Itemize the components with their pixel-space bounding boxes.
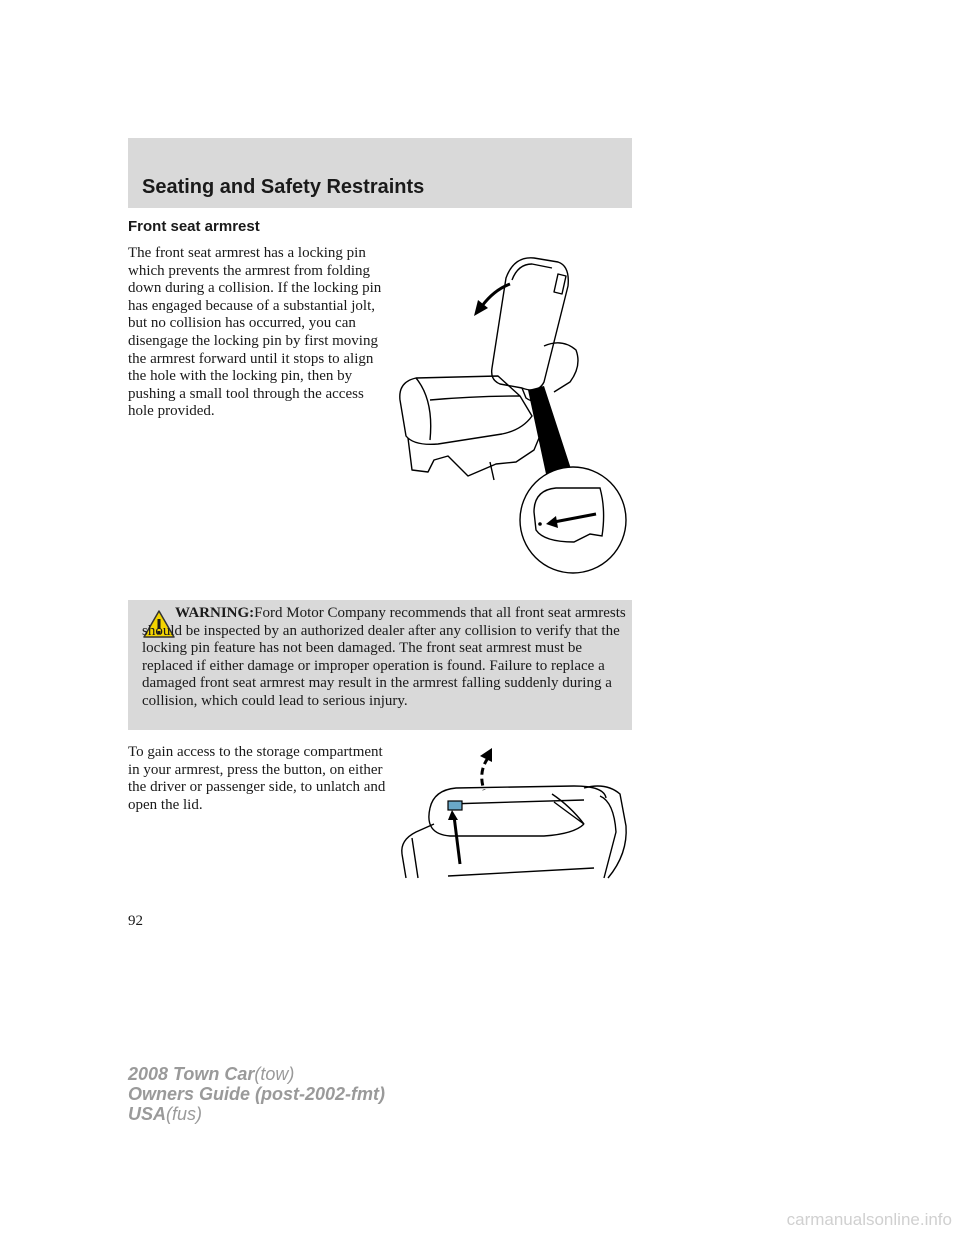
- storage-paragraph: To gain access to the storage compartment in your armrest, press the button, on either the driver or passenger side, to unlatch and open the lid.: [128, 744, 386, 813]
- warning-body: Ford Motor Company recommends that all front seat armrests should be inspected by an authorized dealer after any collision to verify that the locking pin feature has not been damaged. The front seat armrest must be replaced if either damage or improper operation is found. Failure to replace a damaged front seat armrest may result in the armrest falling suddenly during a collision, which could lead to serious injury.: [142, 605, 626, 709]
- footer-guide: Owners Guide (post-2002-fmt): [128, 1084, 386, 1104]
- footer-model: 2008 Town Car: [128, 1064, 255, 1084]
- page-number: 92: [128, 913, 143, 929]
- footer-model-code: (tow): [254, 1064, 295, 1084]
- warning-box: [128, 600, 632, 730]
- section-header: [128, 138, 632, 208]
- armrest-locking-pin-illustration: [394, 250, 634, 580]
- footer-market: USA: [128, 1104, 167, 1124]
- armrest-paragraph: The front seat armrest has a locking pin which prevents the armrest from folding down during a collision. If the locking pin has engaged because of a substantial jolt, but no collision has occurred, you can disengage the locking pin by first moving the armrest forward until it stops to align the hole with the locking pin, then by pushing a small tool through the access hole provided.: [128, 245, 382, 420]
- armrest-storage-button-illustration: [394, 744, 634, 880]
- warning-label: WARNING:: [175, 605, 255, 621]
- document-footer: [128, 1064, 385, 1124]
- watermark: carmanualsonline.info: [786, 1210, 952, 1229]
- footer-market-code: (fus): [166, 1104, 203, 1124]
- armrest-heading: Front seat armrest: [128, 218, 260, 235]
- warning-text: [142, 605, 628, 711]
- section-title: Seating and Safety Restraints: [142, 176, 425, 198]
